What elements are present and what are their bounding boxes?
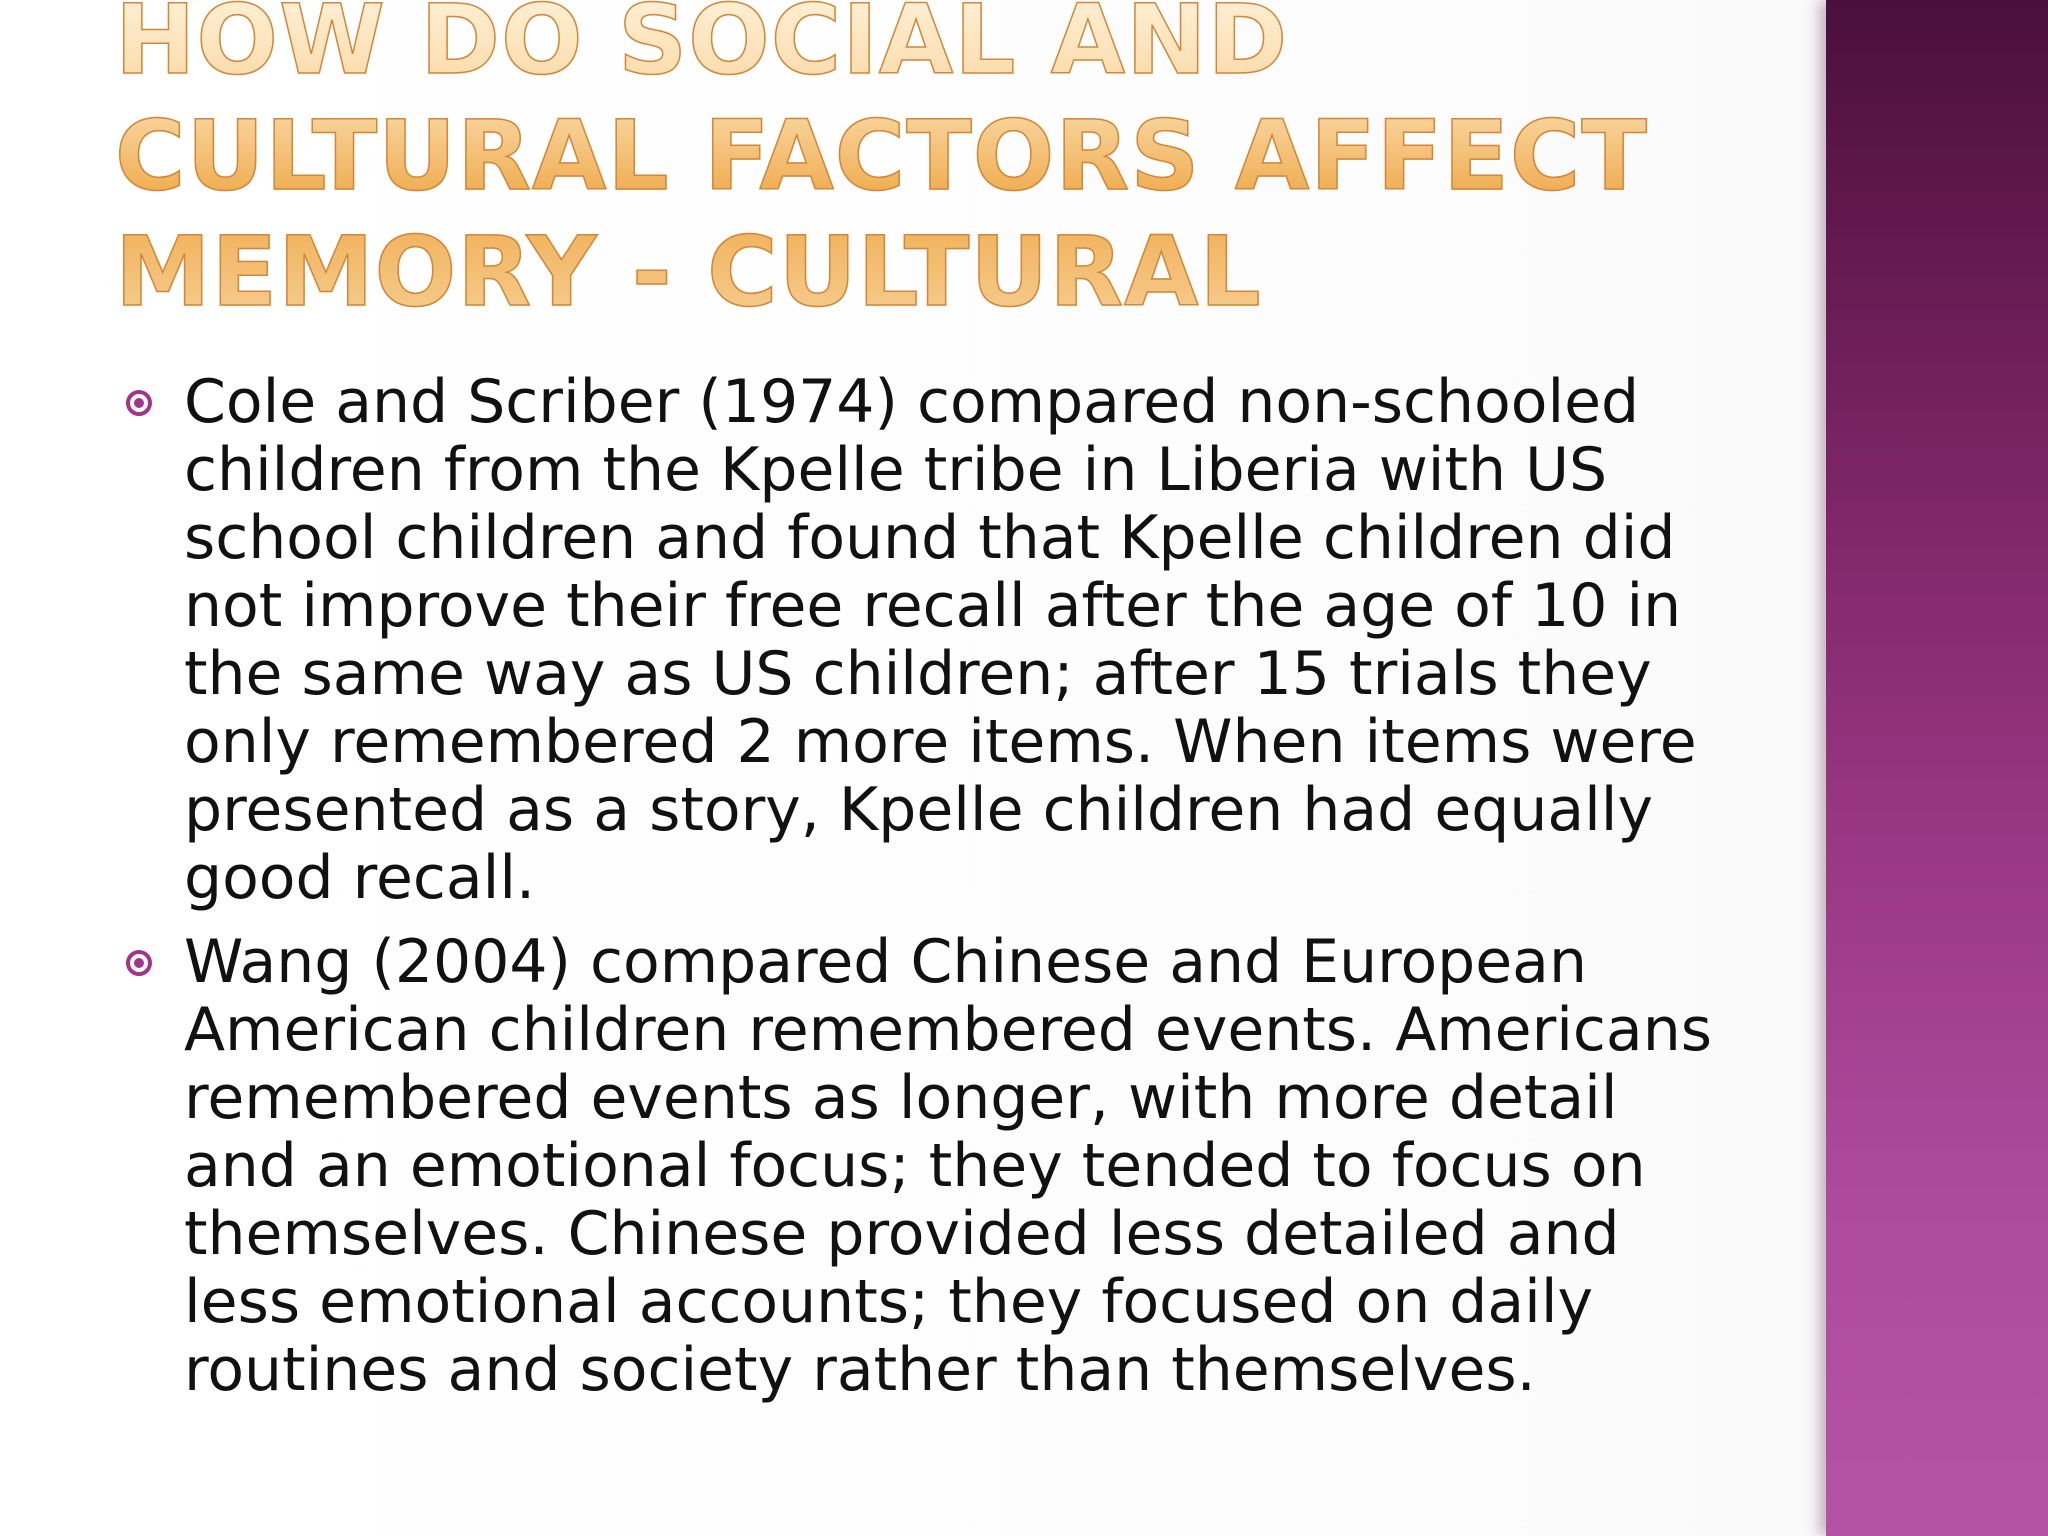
decorative-side-band (1826, 0, 2048, 1536)
circled-dot-icon (126, 950, 152, 976)
circled-dot-icon (126, 390, 152, 416)
slide-title: HOW DO SOCIAL AND CULTURAL FACTORS AFFECT MEMORY - CULTURAL (115, 0, 1815, 330)
bullet-item-cole-scriber (115, 368, 1715, 912)
bullet-item-wang (115, 928, 1715, 1404)
bullet-text: Cole and Scriber (1974) compared non-schooled children from the Kpelle tribe in Liberia with US school children and found that Kpelle children did not improve their free recall after the age of 10 in the same way as US children; after 15 trials they only remembered 2 more items. When items were presented as a story, Kpelle children had equally good recall. (184, 367, 1697, 913)
bullet-text: Wang (2004) compared Chinese and European American children remembered events. Americans remembered events as longer, with more detail and an emotional focus; they tended to focus on themselves. Chinese provided less detailed and less emotional accounts; they focused on daily routines and society rather than themselves. (184, 927, 1712, 1405)
bullet-list (115, 368, 1715, 1404)
